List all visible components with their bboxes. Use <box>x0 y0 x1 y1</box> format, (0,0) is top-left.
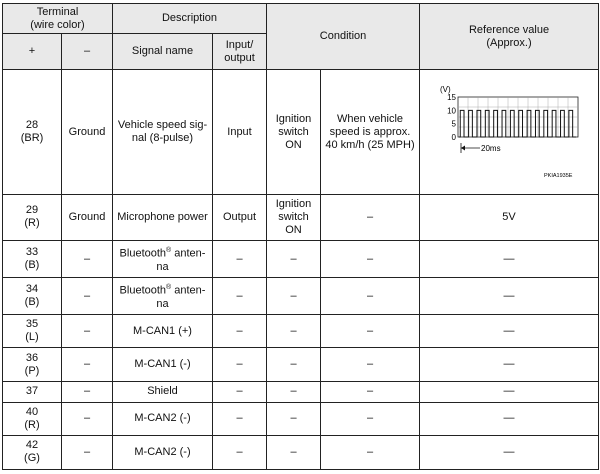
terminal-spec-table <box>2 3 599 470</box>
figure-id: PKIA1935E <box>544 172 573 179</box>
ground-cell: Ground <box>62 194 113 240</box>
ground-cell: Ground <box>62 70 113 195</box>
io-cell: Output <box>213 194 267 240</box>
waveform-y-axis <box>447 93 456 142</box>
header-minus: – <box>62 34 113 70</box>
signal-text: Bluetooth <box>119 285 167 298</box>
signal-cell <box>113 240 213 277</box>
signal-text-tail: anten- na <box>156 247 206 273</box>
terminal-cell: 28 (BR) <box>3 70 62 195</box>
condition-detail-cell: – <box>321 402 420 435</box>
condition-detail-cell: When vehicle speed is approx. 40 km/h (25 MPH) <box>321 70 420 195</box>
ground-cell: – <box>62 315 113 348</box>
condition-ignition-cell: – <box>267 278 321 315</box>
header-plus: + <box>3 34 62 70</box>
terminal-cell: 35 (L) <box>3 315 62 348</box>
waveform-time-scale <box>461 143 480 153</box>
table-row <box>3 402 599 435</box>
condition-detail-cell: – <box>321 435 420 469</box>
table-row <box>3 381 599 402</box>
table-row <box>3 70 599 195</box>
condition-ignition-cell: – <box>267 402 321 435</box>
signal-cell: M-CAN1 (-) <box>113 348 213 381</box>
ground-cell: – <box>62 381 113 402</box>
condition-ignition-cell: – <box>267 315 321 348</box>
condition-ignition-cell: Ignition switch ON <box>267 194 321 240</box>
waveform-y-tick-label: 10 <box>447 105 457 115</box>
io-cell: – <box>213 402 267 435</box>
signal-cell: M-CAN2 (-) <box>113 402 213 435</box>
ground-cell: – <box>62 278 113 315</box>
io-cell: – <box>213 381 267 402</box>
table-row <box>3 278 599 315</box>
waveform-time-label: 20ms <box>481 143 501 153</box>
condition-detail-cell: – <box>321 381 420 402</box>
condition-detail-cell: – <box>321 348 420 381</box>
waveform-unit: (V) <box>440 84 451 94</box>
condition-ignition-cell: Ignition switch ON <box>267 70 321 195</box>
condition-detail-cell: – <box>321 240 420 277</box>
registered-mark: ® <box>166 284 172 292</box>
reference-cell: 5V <box>420 194 599 240</box>
table-row <box>3 435 599 469</box>
header-condition: Condition <box>267 4 420 70</box>
table-row <box>3 240 599 277</box>
condition-ignition-cell: – <box>267 435 321 469</box>
reference-cell: — <box>420 402 599 435</box>
signal-cell: Vehicle speed sig- nal (8-pulse) <box>113 70 213 195</box>
waveform-y-tick-label: 5 <box>451 119 457 129</box>
time-scale-arrow-icon <box>461 145 465 150</box>
terminal-cell: 42 (G) <box>3 435 62 469</box>
reference-cell: — <box>420 240 599 277</box>
waveform-y-tick-label: 0 <box>451 132 457 142</box>
waveform-y-tick-label: 15 <box>447 92 457 102</box>
waveform-trace <box>459 110 576 137</box>
signal-cell: M-CAN1 (+) <box>113 315 213 348</box>
header-description: Description <box>113 4 267 34</box>
terminal-cell: 40 (R) <box>3 402 62 435</box>
io-cell: – <box>213 348 267 381</box>
table-row <box>3 315 599 348</box>
terminal-cell: 36 (P) <box>3 348 62 381</box>
io-cell: – <box>213 240 267 277</box>
io-cell: – <box>213 315 267 348</box>
header-terminal: Terminal (wire color) <box>3 4 113 34</box>
condition-ignition-cell: – <box>267 381 321 402</box>
signal-cell: M-CAN2 (-) <box>113 435 213 469</box>
condition-ignition-cell: – <box>267 348 321 381</box>
condition-ignition-cell: – <box>267 240 321 277</box>
waveform-grid <box>458 97 578 137</box>
speed-signal-waveform <box>438 81 580 184</box>
reference-cell: — <box>420 315 599 348</box>
condition-detail-cell: – <box>321 194 420 240</box>
terminal-cell: 29 (R) <box>3 194 62 240</box>
condition-detail-cell: – <box>321 278 420 315</box>
signal-text-tail: anten- na <box>156 285 206 311</box>
table-row <box>3 348 599 381</box>
signal-cell: Microphone power <box>113 194 213 240</box>
header-signal-name: Signal name <box>113 34 213 70</box>
header-io: Input/ output <box>213 34 267 70</box>
signal-text: Bluetooth <box>119 247 167 260</box>
reference-waveform-cell <box>420 70 599 195</box>
reference-cell: — <box>420 278 599 315</box>
reference-cell: — <box>420 435 599 469</box>
signal-cell: Shield <box>113 381 213 402</box>
terminal-cell: 33 (B) <box>3 240 62 277</box>
ground-cell: – <box>62 435 113 469</box>
terminal-cell: 37 <box>3 381 62 402</box>
signal-cell <box>113 278 213 315</box>
ground-cell: – <box>62 240 113 277</box>
io-cell: Input <box>213 70 267 195</box>
terminal-cell: 34 (B) <box>3 278 62 315</box>
condition-detail-cell: – <box>321 315 420 348</box>
table-row <box>3 194 599 240</box>
registered-mark: ® <box>166 247 172 255</box>
reference-cell: — <box>420 348 599 381</box>
io-cell: – <box>213 435 267 469</box>
header-reference: Reference value (Approx.) <box>420 4 599 70</box>
io-cell: – <box>213 278 267 315</box>
reference-cell: — <box>420 381 599 402</box>
ground-cell: – <box>62 402 113 435</box>
ground-cell: – <box>62 348 113 381</box>
